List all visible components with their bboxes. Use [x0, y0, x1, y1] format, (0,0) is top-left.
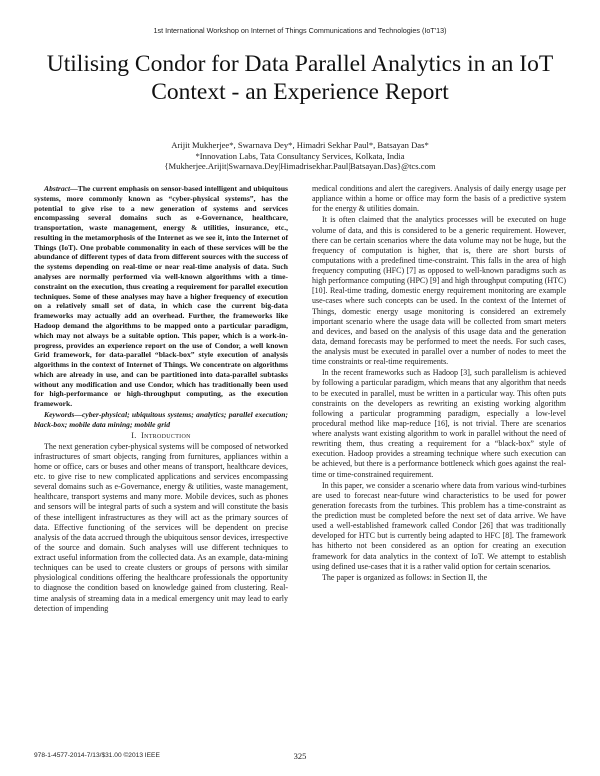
- conference-header: 1st International Workshop on Internet of Things Communications and Technologies (IoT'13): [153, 26, 447, 35]
- intro-paragraph-3: In the recent frameworks such as Hadoop [3], such parallelism is achieved by following a particular paradigm, which means that any algorithm that needs to be executed in parallel, must be written in a particular way. This often puts constraints on the developers as rewriting an existing working algorithm following a particular programming paradigm, especially a low-level procedural method like map-reduce [16], is not trivial. There are scenarios where analysts want existing algorithm to work in parallel without the need of rewriting them, thus creating a requirement for a “black-box” style of execution. Hadoop provides a streaming technique where such execution can be achieved, but there is a performance bottleneck which goes against the real-time or time-constrained requirement.: [312, 368, 566, 479]
- abstract-text: —The current emphasis on sensor-based intelligent and ubiquitous systems, more commonly known as “cyber-physical systems”, has the potential to give rise to a new generation of systems and services encompassing several domains such as e-Governance, healthcare, transportation, waste management, energy & utilities, insurance, etc., resulting in the metamorphosis of the Internet as we see it, into the Internet of Things (IoT). One probable commonality in each of these services will be the abundance of different types of data from different sources with the success of the systems depending on real-time or near real-time analysis of data. Such analyses are normally performed via well-known algorithms with a time-constraint on the execution, thus creating a requirement for parallel execution techniques. Some of these analyses may have a higher frequency of execution on a relatively small set of data, in which case the current big-data frameworks may actually add an overhead. Further, the frameworks like Hadoop demand the algorithms to be mapped onto a particular paradigm, which may not always be a suitable option. This paper, which is a work-in-progress, provides an experience report on the use of Condor, a well known Grid framework, for data-parallel “black-box” style execution of analysis algorithms in the context of Internet of Things. We concentrate on algorithms which are already in use, and can be partitioned into data-parallel subtasks without any modification and use Condor, which has traditionally been used for high-performance or high-throughput computing, as the execution framework.: [34, 184, 288, 409]
- paper-title: Utilising Condor for Data Parallel Analytics in an IoT Context - an Experience Report: [46, 51, 554, 105]
- author-emails: {Mukherjee.Arijit|Swarnava.Dey|Himadrisekhar.Paul|Batsayan.Das}@tcs.com: [164, 161, 436, 171]
- section-heading-introduction: [34, 431, 288, 441]
- author-names: Arijit Mukherjee*, Swarnava Dey*, Himadri Sekhar Paul*, Batsayan Das*: [171, 140, 429, 150]
- keywords: Keywords—cyber-physical; ubiquitous systems; analytics; parallel execution; black-box; mobile data mining; mobile grid: [34, 409, 288, 429]
- intro-paragraph-5: The paper is organized as follows: in Section II, the: [322, 572, 488, 582]
- intro-paragraph-4: In this paper, we consider a scenario where data from various wind-turbines are used to forecast near-future wind characteristics to be used for power generation forecasts from the turbines. This problem has a time-constraint as the prediction must be completed before the next set of data arrive. We have used a well-established framework called Condor [26] that was traditionally developed for HTC but is currently being adapted to HFC [8]. The framework has hitherto not been considered as an option for creating an execution framework for data analytics in the context of IoT. We attempt to establish using defined use-cases that it is a rather valid option for certain scenarios.: [312, 480, 566, 571]
- abstract-label: Abstract: [44, 184, 71, 193]
- left-column: [34, 184, 288, 614]
- right-column: [312, 184, 566, 583]
- intro-paragraph-1: The next generation cyber-physical systems will be composed of networked infrastructures of smart objects, ranging from furnitures, appliances within a home or office, cars or buses and other means of transport, healthcare devices, etc. to give rise to new complicated applications and services encompassing several domains such as e-Governance, energy & utilities, waste management, healthcare, transport systems and many more. Mobile devices, such as phones and sensors will be integral parts of such a system and will constitute the basis of these intelligent infrastructures as they will act as the primary sources of data. Effective functioning of the services will be dependent on precise analysis of the data accrued through the ubiquitous sensor devices, irrespective of the source and domain. Such analyses will use different techniques to extract useful information from the collected data. As an example, data-mining techniques can be used to create clusters or groups of persons with similar physiological conditions offering the healthcare professionals the opportunity to diagnose the condition based on knowledge gained from clustering. Real-time analysis of streaming data in a medical emergency unit may lead to early detection of impending: [34, 441, 288, 613]
- intro-paragraph-2: It is often claimed that the analytics processes will be executed on huge volume of data, and this is considered to be a generic requirement. However, there can be certain scenarios where the data volume may not be huge, but the frequency of computation is higher, that is, there are short bursts of computations with a predefined time-constraint. This falls in the area of high frequency computing (HFC) [7] as opposed to well-known paradigms such as high performance computing (HPC) [9] and high throughput computing (HTC) [10]. Real-time trading, domestic energy requirement monitoring are example use-cases where such concepts can be used. In the context of the Internet of Things, domestic energy usage monitoring is considered an extremely important scenario where the usage data will be collected from smart meters and devices, and based on the analysis of this usage data and the generation data, demand forecasts may be performed to meet the needs. For such cases, the analysis must be executed in parallel over a number of nodes to meet the time constraints or real-time requirements.: [312, 215, 566, 367]
- page-number: 325: [293, 751, 307, 761]
- section-number: I.: [131, 430, 137, 440]
- author-block: [0, 140, 600, 172]
- author-affiliation: *Innovation Labs, Tata Consultancy Services, Kolkata, India: [195, 150, 405, 161]
- copyright-line: 978-1-4577-2014-7/13/$31.00 ©2013 IEEE: [34, 752, 160, 759]
- intro-paragraph-continued: medical conditions and alert the caregivers. Analysis of daily energy usage per appliance within a home or office may form the basis of a predictive system for the energy & utilities domain.: [312, 184, 566, 214]
- section-title: Introduction: [141, 430, 191, 440]
- abstract: [34, 184, 288, 409]
